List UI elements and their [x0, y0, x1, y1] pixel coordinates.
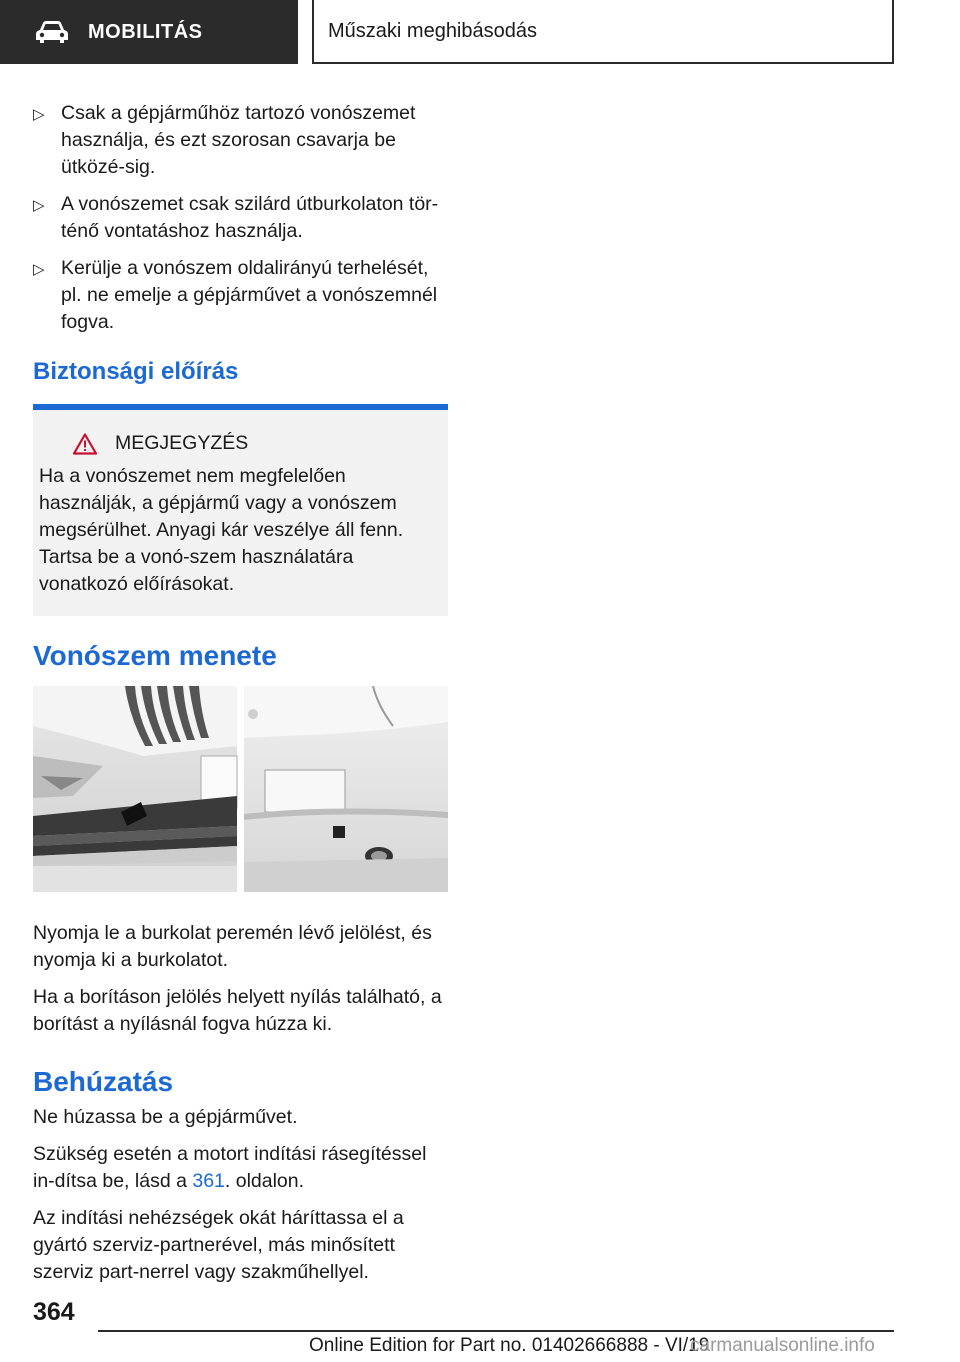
- towing-in-paragraph-3: Az indítási nehézségek okát háríttassa el a gyártó szerviz-partnerével, más minősített szerviz part-nerrel vagy szakműhellyel.: [33, 1207, 404, 1283]
- bullet-item: [33, 100, 448, 181]
- bullet-item: [33, 255, 448, 336]
- safety-heading: Biztonsági előírás: [33, 358, 239, 385]
- header-chapter-box: [312, 0, 894, 64]
- towing-in-paragraph-2: [33, 1141, 448, 1195]
- warning-triangle-icon: [73, 433, 97, 455]
- tow-hook-cover-figure: [33, 686, 448, 892]
- header-section-tab: [0, 0, 298, 64]
- caution-note-text: Ha a vonószemet nem megfelelően használják, a gépjármű vagy a vonószem megsérülhet. Anyagi kár veszélye áll fenn. Tartsa be a vonó-szem használatára vonatkozó előírásokat.: [39, 465, 404, 595]
- header-section-label: MOBILITÁS: [88, 20, 203, 43]
- content-column: [33, 100, 448, 1296]
- towing-in-heading: Behúzatás: [33, 1066, 174, 1097]
- bullet-item: [33, 191, 448, 245]
- thread-heading: Vonószem menete: [33, 640, 277, 671]
- towing-in-paragraph-2-pre: Szükség esetén a motort indítási rásegítéssel in-dítsa be, lásd a: [33, 1143, 427, 1192]
- footer-edition: Online Edition for Part no. 01402666888 - VI/19: [309, 1335, 710, 1356]
- footer-rule: [98, 1330, 894, 1332]
- caution-note-label: MEGJEGYZÉS: [115, 432, 249, 454]
- page-reference-link[interactable]: 361: [192, 1170, 225, 1192]
- page-number: 364: [33, 1298, 75, 1326]
- towing-in-paragraph-2-post: . oldalon.: [224, 1170, 305, 1192]
- triangle-bullet-icon: ▷: [33, 106, 45, 123]
- car-icon: [34, 20, 70, 44]
- triangle-bullet-icon: ▷: [33, 261, 45, 278]
- header-chapter-label: Műszaki meghibásodás: [328, 19, 537, 42]
- triangle-bullet-icon: ▷: [33, 197, 45, 214]
- footer-watermark: carmanualsonline.info: [690, 1335, 875, 1356]
- thread-paragraph-1: Nyomja le a burkolat peremén lévő jelölést, és nyomja ki a burkolatot.: [33, 922, 432, 971]
- bumper-illustration: [33, 686, 448, 892]
- bullet-text: Kerülje a vonószem oldalirányú terhelését, pl. ne emelje a gépjárművet a vonószemnél fogva.: [61, 257, 438, 333]
- caution-note-header: [39, 430, 436, 457]
- bullet-text: A vonószemet csak szilárd útburkolaton tör-ténő vontatáshoz használja.: [61, 193, 439, 242]
- caution-note-box: [33, 404, 448, 616]
- towing-in-paragraph-1: Ne húzassa be a gépjárművet.: [33, 1106, 298, 1128]
- thread-paragraph-2: Ha a borításon jelölés helyett nyílás található, a borítást a nyílásnál fogva húzza ki.: [33, 986, 442, 1035]
- bullet-text: Csak a gépjárműhöz tartozó vonószemet használja, és ezt szorosan csavarja be ütközé-sig.: [61, 102, 416, 178]
